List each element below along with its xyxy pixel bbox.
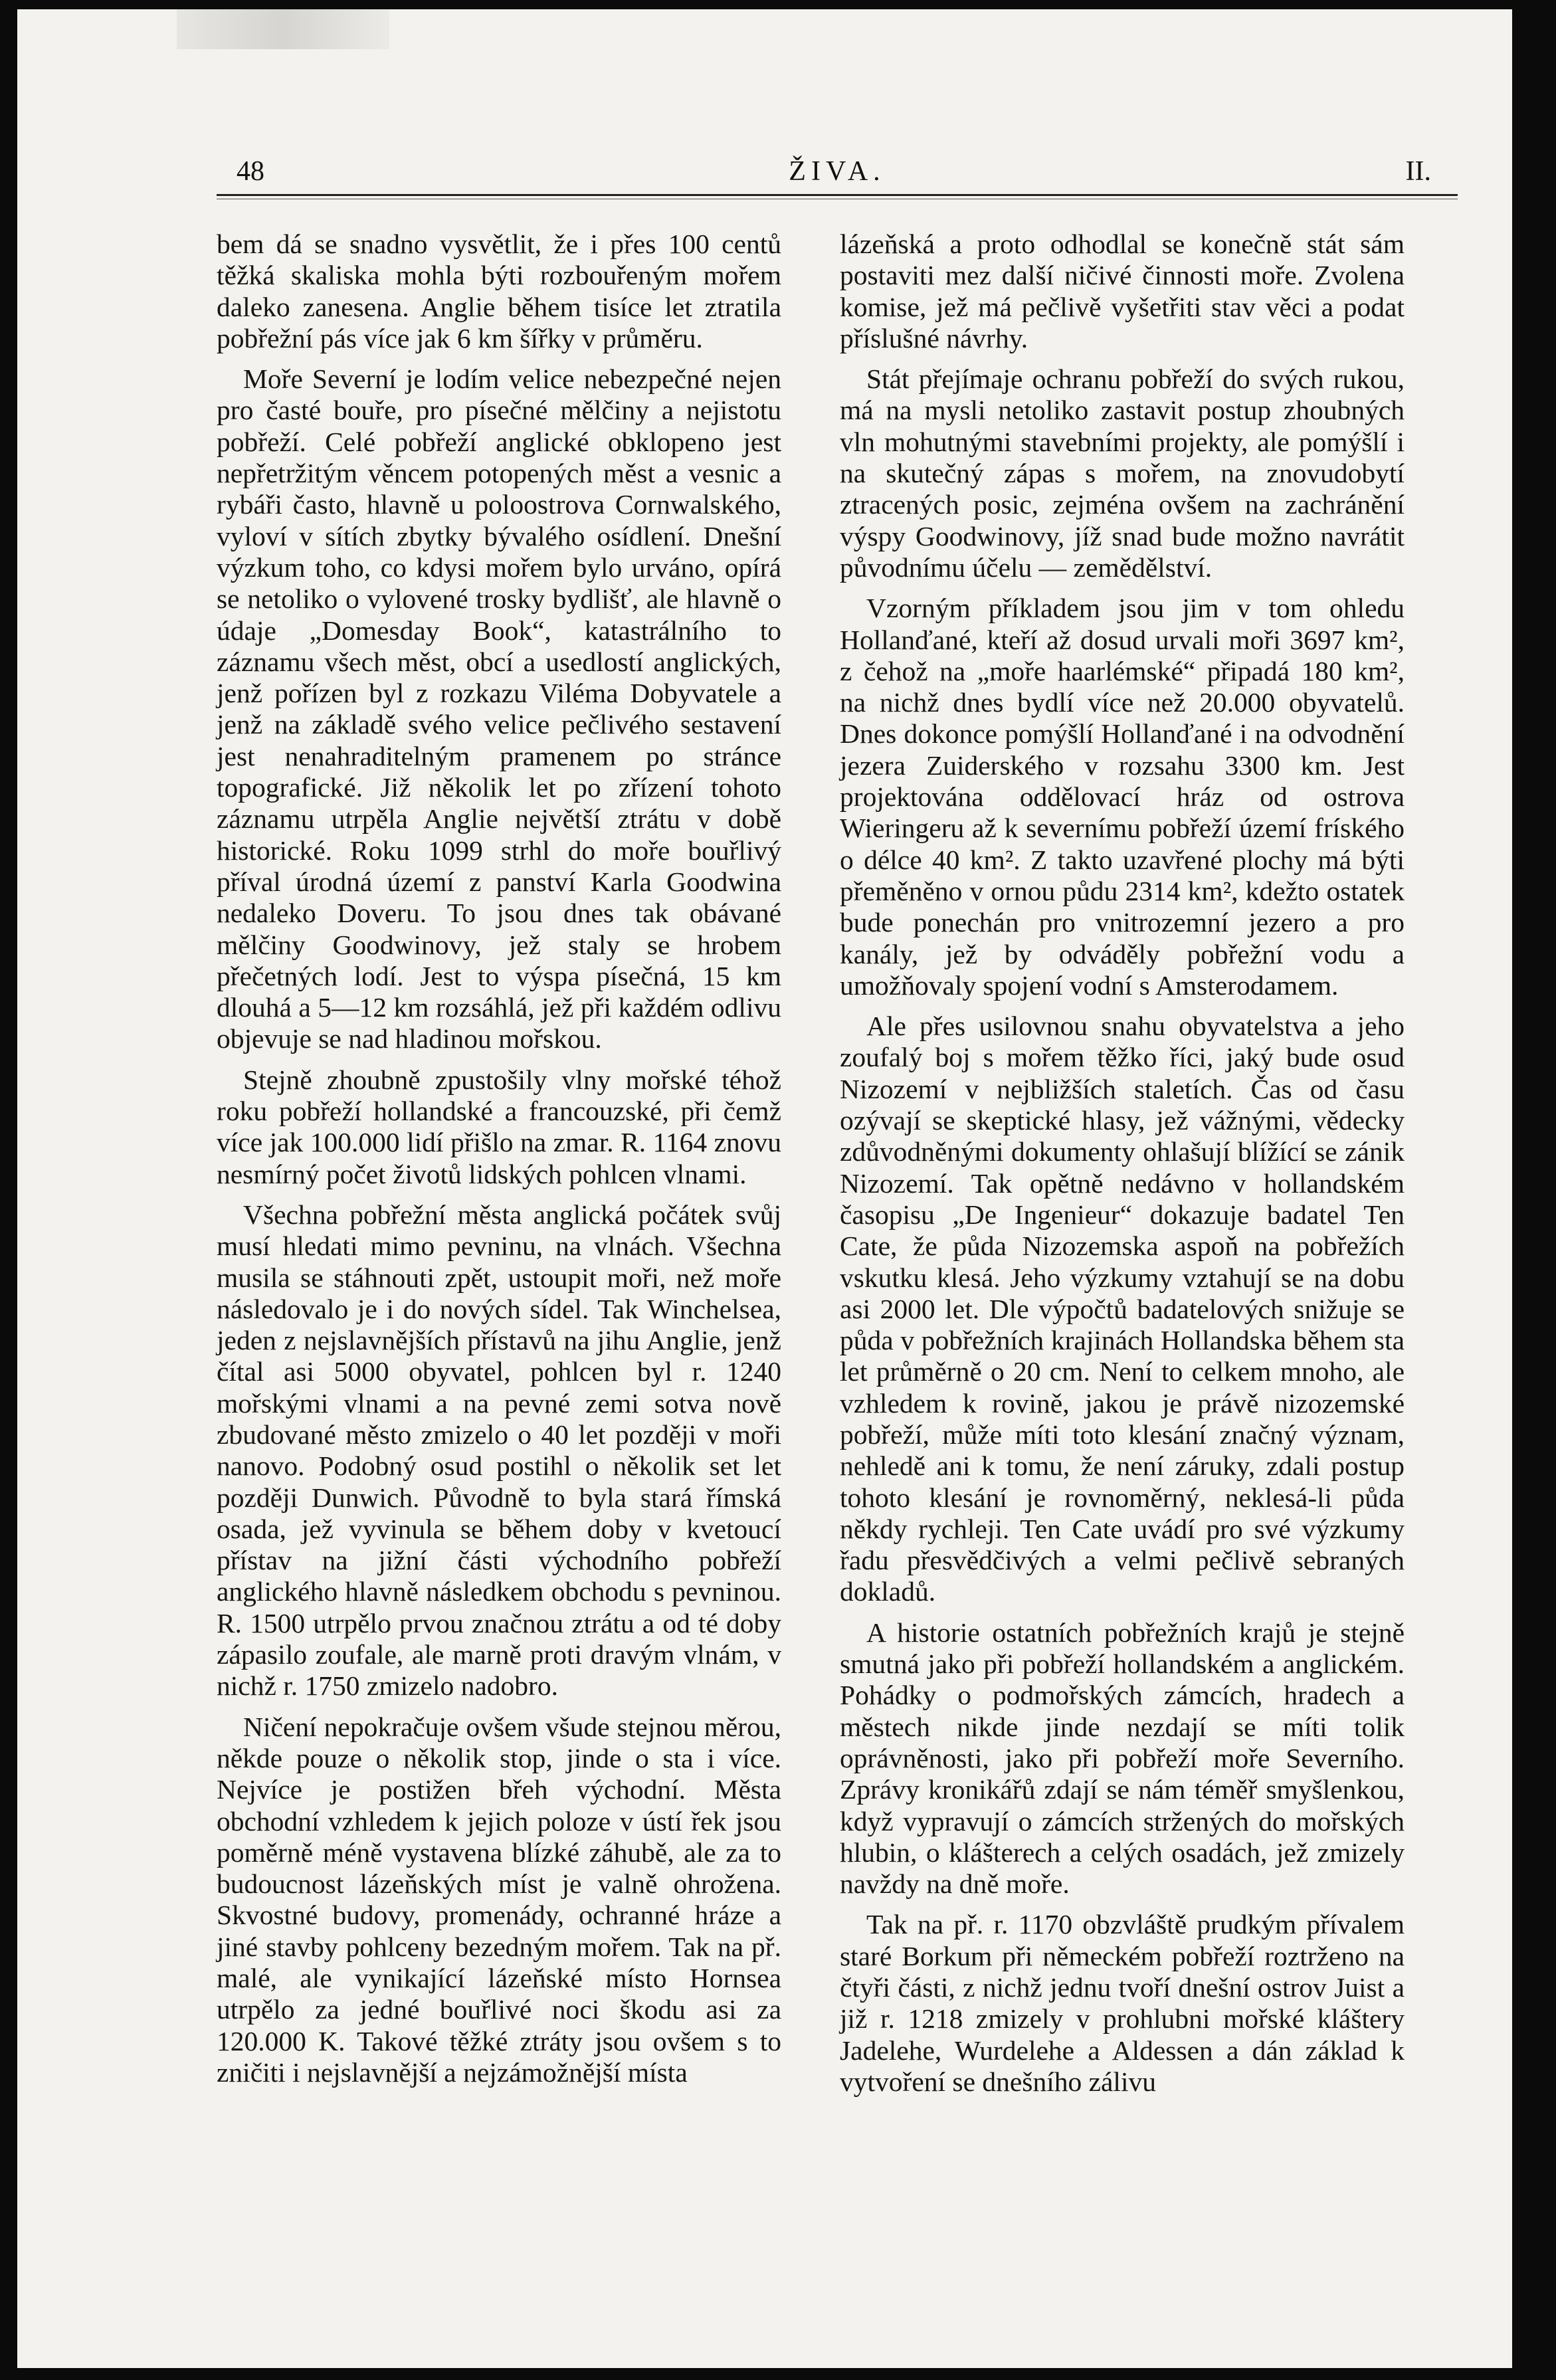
paragraph: Vzorným příkladem jsou jim v tom ohledu Hollanďané, kteří až dosud urvali moři 3697 km², z čehož na „moře haarlémské“ připadá 180 km², na nichž dnes bydlí více než 20.000 obyvatelů. Dnes dokonce pomýšlí Hollanďané i na odvodnění jezera Zuiderského v rozsahu 3300 km. Jest projektována oddělovací hráz od ostrova Wieringeru až k severnímu pobřeží území fríského o délce 40 km². Z takto uzavřené plochy má býti přeměněno v ornou půdu 2314 km², kdežto ostatek bude ponechán pro vnitrozemní jezero a pro kanály, jež by odváděly pobřežní vodu a umožňovaly spojení vodní s Amsterodamem. xyxy=(840,593,1405,1001)
journal-title: ŽIVA. xyxy=(789,156,886,187)
volume-number: II. xyxy=(1405,156,1431,187)
paragraph: Tak na př. r. 1170 obzvláště prudkým přívalem staré Borkum při německém pobřeží roztrženo na čtyři části, z nichž jednu tvoří dnešní ostrov Juist a již r. 1218 zmizely v prohlubni mořské kláštery Jadelehe, Wurdelehe a Aldessen a dán základ k vytvoření se dnešního zálivu xyxy=(840,1909,1405,2097)
paragraph: bem dá se snadno vysvětlit, že i přes 100 centů těžká skaliska mohla býti rozbouřeným mořem daleko zanesena. Anglie během tisíce let ztratila pobřežní pás více jak 6 km šířky v průměru. xyxy=(217,229,781,353)
paragraph: A historie ostatních pobřežních krajů je stejně smutná jako při pobřeží hollandském a anglickém. Pohádky o podmořských zámcích, hradech a městech nikde jinde nezdají se míti tolik oprávněnosti, jako při pobřeží moře Severního. Zprávy kronikářů zdají se nám téměř smyšlenkou, když vypravují o zámcích stržených do mořských hlubin, o klášterech a celých osadách, jež zmizely navždy na dně moře. xyxy=(840,1617,1405,1900)
scan-smudge xyxy=(177,9,389,49)
paragraph: Všechna pobřežní města anglická počátek svůj musí hledati mimo pevninu, na vlnách. Všechna musila se stáhnouti zpět, ustoupit moři, než moře následovalo je i do nových sídel. Tak Winchelsea, jeden z nejslavnějších přístavů na jihu Anglie, jenž čítal asi 5000 obyvatel, pohlcen byl r. 1240 mořskými vlnami a na pevné zemi sotva nově zbudované město zmizelo o 40 let později v moři nanovo. Podobný osud postihl o několik set let později Dunwich. Původně to byla stará římská osada, jež vyvinula se během doby v kvetoucí přístav na jižní části východního pobřeží anglického hlavně následkem obchodu s pevninou. R. 1500 utrpělo prvou značnou ztrátu a od té doby zápasilo zoufale, ale marně proti dravým vlnám, v nichž r. 1750 zmizelo nadobro. xyxy=(217,1199,781,1702)
paragraph: Ale přes usilovnou snahu obyvatelstva a jeho zoufalý boj s mořem těžko říci, jaký bude osud Nizozemí v nejbližších staletích. Čas od času ozývají se skeptické hlasy, jež vážnými, vědecky zdůvodněnými dokumenty ohlašují blížící se zánik Nizozemí. Tak opětně nedávno v hollandském časopisu „De Ingenieur“ dokazuje badatel Ten Cate, že půda Nizozemska aspoň na pobřežích vskutku klesá. Jeho výzkumy vztahují se na dobu asi 2000 let. Dle výpočtů badatelových snižuje se půda v pobřežních krajinách Hollandska během sta let průměrně o 20 cm. Není to celkem mnoho, ale vzhledem k rovině, jakou je právě nizozemské pobřeží, může míti toto klesání značný význam, nehledě ani k tomu, že není záruky, zdali postup tohoto klesání je rovnoměrný, neklesá-li půda někdy rychleji. Ten Cate uvádí pro své výzkumy řadu přesvědčivých a velmi pečlivě sebraných dokladů. xyxy=(840,1011,1405,1607)
paragraph: Stejně zhoubně zpustošily vlny mořské téhož roku pobřeží hollandské a francouzské, při čemž více jak 100.000 lidí přišlo na zmar. R. 1164 znovu nesmírný počet životů lidských pohlcen vlnami. xyxy=(217,1064,781,1189)
paragraph: Stát přejímaje ochranu pobřeží do svých rukou, má na mysli netoliko zastavit postup zhoubných vln mohutnými stavebními projekty, ale pomýšlí i na skutečný zápas s mořem, na znovudobytí ztracených posic, zejména ovšem na zachránění výspy Goodwinovy, jíž snad bude možno navrátit původnímu účelu — zemědělství. xyxy=(840,363,1405,583)
running-header xyxy=(217,155,1458,189)
paragraph: Moře Severní je lodím velice nebezpečné nejen pro časté bouře, pro písečné mělčiny a nejistotu pobřeží. Celé pobřeží anglické obklopeno jest nepřetržitým věncem potopených měst a vesnic a rybáři často, hlavně u poloostrova Cornwalského, vyloví v sítích zbytky bývalého osídlení. Dnešní výzkum toho, co kdysi mořem bylo urváno, opírá se netoliko o vylovené trosky bydlišť, ale hlavně o údaje „Domesday Book“, katastrálního to záznamu všech měst, obcí a usedlostí anglických, jenž pořízen byl z rozkazu Viléma Dobyvatele a jenž na základě svého velice pečlivého sestavení jest nenahraditelným pramenem po stránce topografické. Již několik let po zřízení tohoto záznamu utrpěla Anglie největší ztrátu v době historické. Roku 1099 strhl do moře bouřlivý příval úrodná území z panství Karla Goodwina nedaleko Doveru. To jsou dnes tak obávané mělčiny Goodwinovy, jež staly se hrobem přečetných lodí. Jest to výspa písečná, 15 km dlouhá a 5—12 km rozsáhlá, jež při každém odlivu objevuje se nad hladinou mořskou. xyxy=(217,363,781,1054)
paragraph: lázeňská a proto odhodlal se konečně stát sám postaviti mez další ničivé činnosti moře. Zvolena komise, jež má pečlivě vyšetřiti stav věci a podat příslušné návrhy. xyxy=(840,229,1405,353)
left-column xyxy=(217,229,781,2088)
right-column xyxy=(840,229,1405,2098)
paragraph: Ničení nepokračuje ovšem všude stejnou měrou, někde pouze o několik stop, jinde o sta i více. Nejvíce je postižen břeh východní. Města obchodní vzhledem k jejich poloze v ústí řek jsou poměrně méně vystavena blízké záhubě, ale za to budoucnost lázeňských míst je valně ohrožena. Skvostné budovy, promenády, ochranné hráze a jiné stavby pohlceny bezedným mořem. Tak na př. malé, ale vynikající lázeňské místo Hornsea utrpělo za jedné bouřlivé noci škodu asi za 120.000 K. Takové těžké ztráty jsou ovšem s to zničiti i nejslavnější a nejzámožnější místa xyxy=(217,1711,781,2088)
header-rule xyxy=(217,194,1458,196)
scanned-page xyxy=(17,9,1512,2368)
page-number: 48 xyxy=(237,156,264,187)
